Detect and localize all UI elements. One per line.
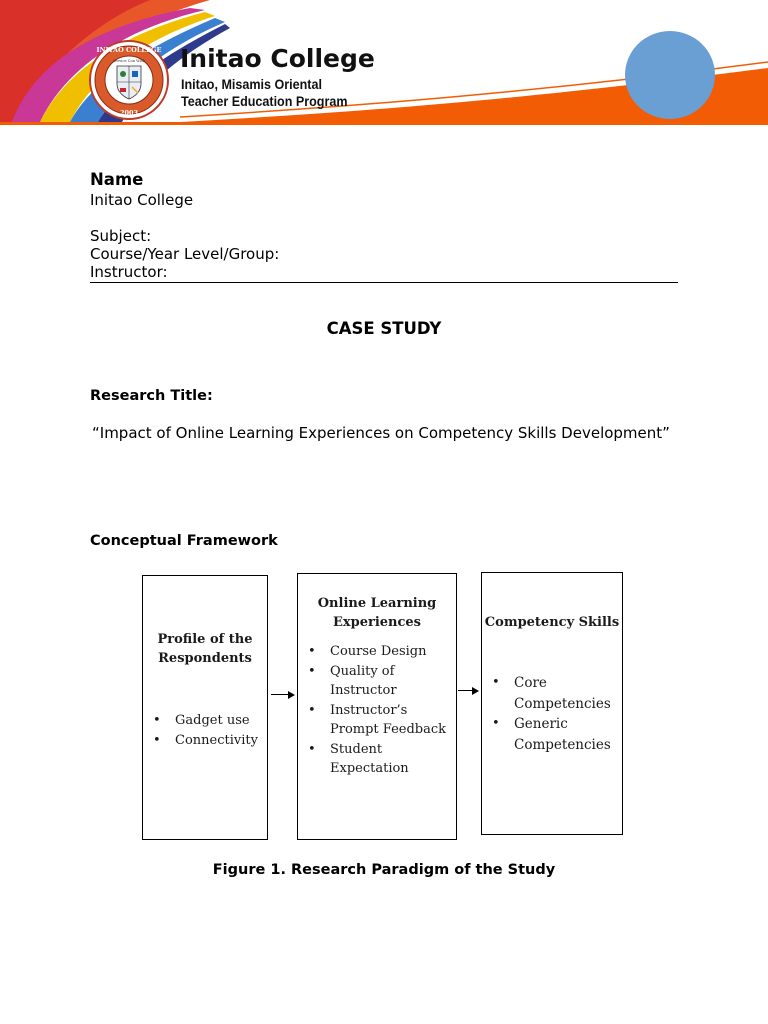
- course-label: Course/Year Level/Group:: [90, 245, 280, 263]
- list-item: • Gadget use: [143, 711, 267, 731]
- framework-box-profile: [142, 575, 268, 840]
- box-competency-list: [482, 673, 622, 755]
- box-online-list: [298, 642, 456, 779]
- seal-ring-text: INITAO COLLEGE: [96, 46, 162, 54]
- list-item-text: Instructor’s: [330, 702, 408, 718]
- school-name: Initao College: [90, 191, 194, 209]
- college-seal-icon: [84, 40, 174, 120]
- list-item-text: Instructor: [330, 683, 397, 698]
- list-item: [482, 714, 622, 755]
- box-online-title: [298, 594, 456, 632]
- box-profile-title: [143, 630, 267, 668]
- list-item-text: Quality of: [330, 663, 395, 679]
- arrow-1-icon: [271, 694, 293, 695]
- list-item-text: Core: [514, 675, 547, 691]
- list-item-text: Competencies: [514, 736, 611, 753]
- box-profile-title-line1: Profile of the: [157, 632, 253, 647]
- subject-label: Subject:: [90, 227, 152, 245]
- document-title: CASE STUDY: [326, 319, 442, 338]
- list-item-text: Competencies: [514, 695, 611, 712]
- seal-motto: Service Con Wish: [112, 59, 146, 63]
- seal-year: 2003: [119, 109, 139, 117]
- framework-box-online-learning: [297, 573, 457, 840]
- box-online-title-line1: Online Learning: [317, 596, 437, 611]
- framework-label: Conceptual Framework: [90, 533, 278, 549]
- list-item-text: Generic: [514, 716, 568, 732]
- research-title: “Impact of Online Learning Experiences on Competency Skills Development”: [92, 424, 670, 442]
- figure-caption: Figure 1. Research Paradigm of the Study: [212, 862, 556, 878]
- instructor-label: Instructor:: [90, 263, 168, 281]
- box-profile-list: [143, 711, 267, 750]
- list-item-text: Prompt Feedback: [330, 722, 447, 737]
- blue-circle-decoration: [625, 31, 715, 119]
- college-program: Teacher Education Program: [181, 94, 348, 109]
- list-item: [298, 662, 456, 701]
- list-item: • Connectivity: [143, 731, 267, 751]
- box-profile-title-line2: Respondents: [158, 651, 252, 666]
- list-item-text: Course Design: [330, 644, 427, 659]
- list-item: [298, 740, 456, 779]
- box-competency-title: Competency Skills: [484, 615, 620, 630]
- name-label: Name: [90, 170, 144, 189]
- list-item: [482, 673, 622, 714]
- list-item-text: Student: [330, 741, 383, 757]
- research-title-label: Research Title:: [90, 388, 213, 404]
- header-divider: [90, 282, 678, 283]
- college-location: Initao, Misamis Oriental: [181, 77, 322, 92]
- arrow-2-icon: [458, 690, 477, 691]
- list-item: [298, 642, 456, 662]
- list-item-text: Expectation: [330, 761, 409, 776]
- college-name: Initao College: [180, 44, 375, 73]
- list-item: [298, 701, 456, 740]
- framework-box-competency: [481, 572, 623, 835]
- box-online-title-line2: Experiences: [332, 615, 422, 630]
